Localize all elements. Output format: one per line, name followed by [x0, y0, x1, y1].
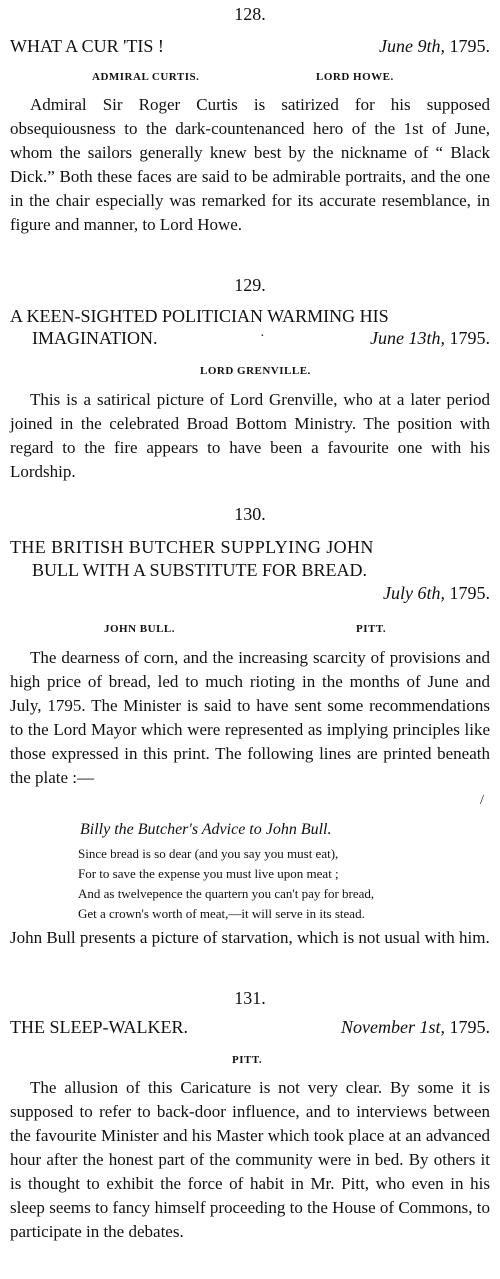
entry-number: 129.	[234, 275, 266, 295]
entry-date: November 1st, 1795.	[341, 1017, 490, 1037]
name-label: ADMIRAL CURTIS.	[92, 71, 200, 83]
name-label: LORD HOWE.	[316, 71, 394, 83]
stray-dot: ·	[260, 329, 265, 344]
poem-title: Billy the Butcher's Advice to John Bull.	[80, 821, 332, 838]
entry-title: WHAT A CUR 'TIS !	[10, 36, 164, 56]
name-label: PITT.	[356, 623, 387, 635]
entry-number: 128.	[234, 4, 266, 24]
name-label: LORD GRENVILLE.	[200, 365, 311, 377]
entry-description: The allusion of this Caricature is not very clear. By some it is supposed to refer to back-door influence, and to interviews between the favourite Minister and his Master which took place at an advanced hour after the honest part of the community were in bed. By others it is thought to exhibit the force of habit in Mr. Pitt, who even in his sleep seems to fancy himself proceeding to the House of Commons, to participate in the debates.	[10, 1078, 490, 1241]
stray-slash: /	[480, 793, 484, 808]
entry-date: June 9th, 1795.	[379, 36, 490, 56]
entry-number: 131.	[234, 988, 266, 1008]
name-label: PITT.	[232, 1054, 263, 1066]
poem-line: Get a crown's worth of meat,—it will serve in its stead.	[78, 906, 365, 921]
entry-date: July 6th, 1795.	[383, 583, 490, 603]
entry-description: The dearness of corn, and the increasing scarcity of provisions and high price of bread, led to much rioting in the months of June and July, 1795. The Minister is said to have sent some recommendations to the Lord Mayor which were represented as implying principles like those expressed in this print. The following lines are printed beneath the plate :—	[10, 648, 490, 787]
poem-line: Since bread is so dear (and you say you must eat),	[78, 846, 339, 861]
entry-title: THE BRITISH BUTCHER SUPPLYING JOHN	[10, 537, 374, 557]
name-label: JOHN BULL.	[104, 623, 176, 635]
entry-title-continued: IMAGINATION.	[32, 328, 158, 348]
poem-line: For to save the expense you must live upon meat ;	[78, 866, 339, 881]
poem-line: And as twelvepence the quartern you can't pay for bread,	[78, 886, 375, 901]
entry-title: THE SLEEP-WALKER.	[10, 1017, 188, 1037]
entry-date: June 13th, 1795.	[370, 328, 490, 348]
entry-number: 130.	[234, 504, 266, 524]
entry-description-continued: John Bull presents a picture of starvation, which is not usual with him.	[10, 928, 490, 947]
entry-description: This is a satirical picture of Lord Grenville, who at a later period joined in the celebrated Broad Bottom Ministry. The position with regard to the fire appears to have been a favourite one with his Lordship.	[10, 390, 490, 481]
entry-title: A KEEN-SIGHTED POLITICIAN WARMING HIS	[10, 306, 389, 326]
entry-description: Admiral Sir Roger Curtis is satirized for his supposed obsequiousness to the dark-countenanced hero of the 1st of June, whom the sailors generally knew best by the nickname of “ Black Dick.” Both these faces are said to be admirable portraits, and the one in the chair especially was remarked for its accurate resemblance, in figure and manner, to Lord Howe.	[10, 95, 490, 234]
entry-title-continued: BULL WITH A SUBSTITUTE FOR BREAD.	[32, 560, 368, 580]
